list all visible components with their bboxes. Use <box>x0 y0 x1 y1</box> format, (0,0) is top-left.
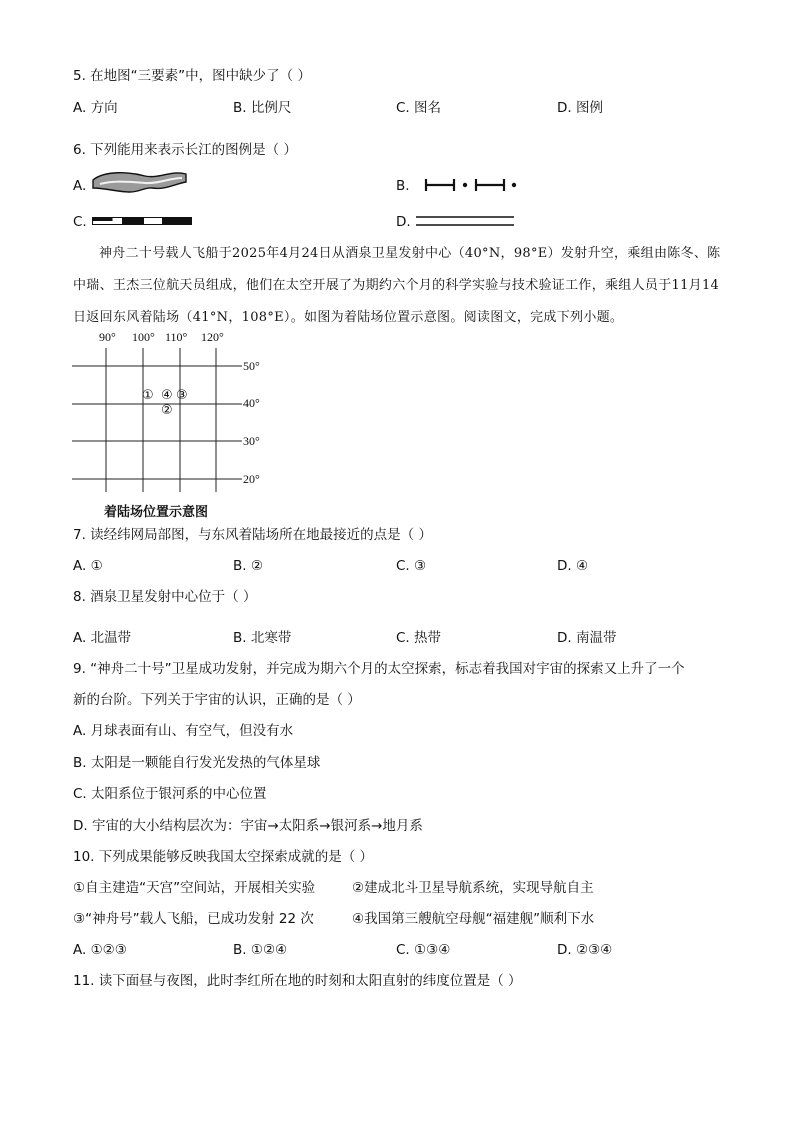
q8-option-b: B. 北寒带 <box>233 630 292 646</box>
map-point-4: ④ <box>161 388 173 403</box>
railway-symbol-icon <box>424 176 519 194</box>
q7-option-b: B. ② <box>233 558 263 574</box>
q10-item-3: ③“神舟号”载人飞船，已成功发射 22 次 <box>73 911 314 927</box>
q7-option-d: D. ④ <box>557 558 589 574</box>
q7-option-a: A. ① <box>73 558 103 574</box>
reading-passage: 神舟二十号载人飞船于2025年4月24日从酒泉卫星发射中心（40°N，98°E）发射升空，乘组由陈冬、陈中瑞、王杰三位航天员组成，他们在太空开展了为期约六个月的科学实验与技术验证工作，乘组人员于11月14日返回东风着陆场（41°N，108°E）。如图为着陆场位置示意图。阅读图文，完成下列小题。 <box>73 246 721 325</box>
lon-label-100: 100° <box>132 330 155 344</box>
lon-label-110: 110° <box>165 330 188 344</box>
q9-option-c: C. 太阳系位于银河系的中心位置 <box>73 786 267 802</box>
q8-option-d: D. 南温带 <box>557 630 617 646</box>
map-point-2: ② <box>161 403 173 418</box>
lat-label-40: 40° <box>243 396 260 410</box>
q5-option-a: A. 方向 <box>73 100 118 116</box>
double-line-symbol-icon <box>416 214 514 228</box>
q6-option-d-label: D. <box>396 214 411 230</box>
q7-stem: 7. 读经纬网局部图，与东风着陆场所在地最接近的点是（ ） <box>73 527 432 543</box>
q10-option-d: D. ②③④ <box>557 942 613 958</box>
q11-stem: 11. 读下面昼与夜图，此时李红所在地的时刻和太阳直射的纬度位置是（ ） <box>73 973 522 989</box>
q10-item-4: ④我国第三艘航空母舰“福建舰”顺利下水 <box>352 911 595 927</box>
q9-option-b: B. 太阳是一颗能自行发光发热的气体星球 <box>73 755 321 771</box>
q6-option-a-label: A. <box>73 178 87 194</box>
q9-stem-line-2: 新的台阶。下列关于宇宙的认识，正确的是（ ） <box>73 692 361 708</box>
q10-option-b: B. ①②④ <box>233 942 288 958</box>
map-caption: 着陆场位置示意图 <box>104 505 209 520</box>
q5-stem: 5. 在地图“三要素”中，图中缺少了（ ） <box>73 68 311 84</box>
q8-stem: 8. 酒泉卫星发射中心位于（ ） <box>73 589 257 605</box>
map-point-3: ③ <box>176 388 188 403</box>
q10-option-c: C. ①③④ <box>396 942 451 958</box>
q5-option-c: C. 图名 <box>396 100 442 116</box>
lat-label-30: 30° <box>243 434 260 448</box>
q6-option-c-label: C. <box>73 214 87 230</box>
q9-option-a: A. 月球表面有山、有空气，但没有水 <box>73 723 294 739</box>
q9-stem-line-1: 9. “神舟二十号”卫星成功发射，并完成为期六个月的太空探索，标志着我国对宇宙的探索又上升了一个 <box>73 661 685 677</box>
q5-option-d: D. 图例 <box>557 100 603 116</box>
river-symbol-icon <box>90 168 190 196</box>
q10-item-1: ①自主建造“天宫”空间站，开展相关实验 <box>73 880 316 896</box>
q10-item-2: ②建成北斗卫星导航系统，实现导航自主 <box>352 880 594 896</box>
map-point-1: ① <box>142 388 154 403</box>
q6-option-b-label: B. <box>396 178 410 194</box>
lat-label-20: 20° <box>243 472 260 486</box>
q10-stem: 10. 下列成果能够反映我国太空探索成就的是（ ） <box>73 849 374 865</box>
scale-bar-icon <box>92 215 192 227</box>
q7-option-c: C. ③ <box>396 558 427 574</box>
q10-option-a: A. ①②③ <box>73 942 127 958</box>
lon-label-120: 120° <box>201 330 224 344</box>
q8-option-a: A. 北温带 <box>73 630 132 646</box>
q5-option-b: B. 比例尺 <box>233 100 292 116</box>
q9-option-d: D. 宇宙的大小结构层次为：宇宙→太阳系→银河系→地月系 <box>73 818 423 834</box>
lat-label-50: 50° <box>243 359 260 373</box>
lon-label-90: 90° <box>99 330 116 344</box>
q6-stem: 6. 下列能用来表示长江的图例是（ ） <box>73 142 297 158</box>
q8-option-c: C. 热带 <box>396 630 442 646</box>
lat-lon-grid <box>70 348 245 496</box>
